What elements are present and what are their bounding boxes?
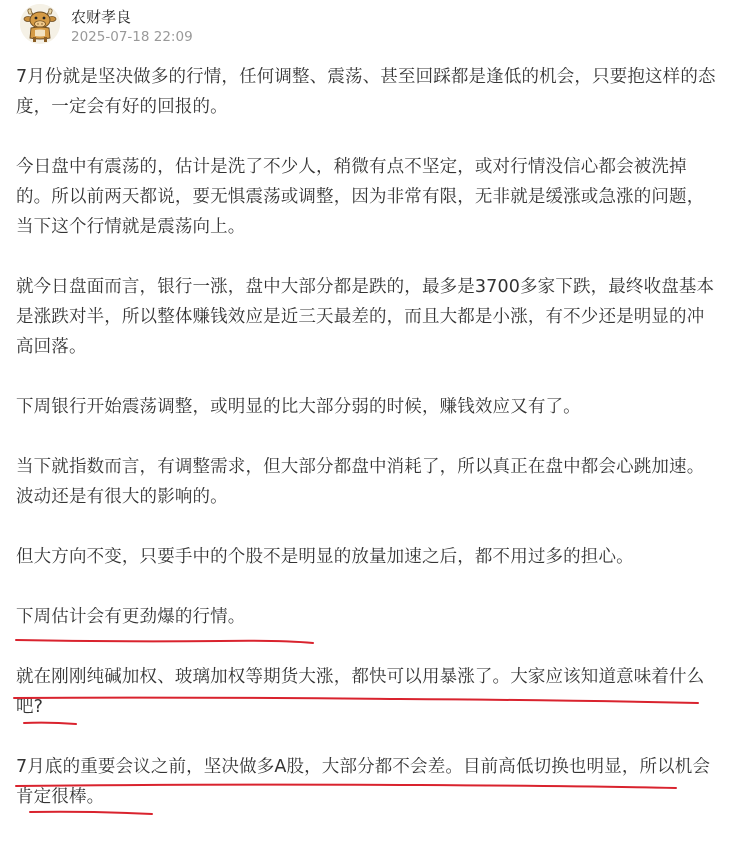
post-paragraph-2: 今日盘中有震荡的，估计是洗了不少人，稍微有点不坚定，或对行情没信心都会被洗掉的。所以前两天都说，要无惧震荡或调整，因为非常有限，无非就是缓涨或急涨的问题，当下这个行情就是震荡向上。 bbox=[16, 157, 705, 237]
post-paragraph-7: 下周估计会有更劲爆的行情。 bbox=[16, 607, 246, 627]
post-paragraph-5: 当下就指数而言，有调整需求，但大部分都盘中消耗了，所以真正在盘中都会心跳加速。波动还是有很大的影响的。 bbox=[16, 457, 705, 507]
post-paragraph-4: 下周银行开始震荡调整，或明显的比大部分弱的时候，赚钱效应又有了。 bbox=[16, 397, 581, 417]
author-name[interactable]: 农财孝良 bbox=[71, 8, 132, 26]
post-header bbox=[20, 4, 720, 48]
cow-avatar-icon[interactable] bbox=[20, 4, 60, 44]
post-timestamp: 2025-07-18 22:09 bbox=[71, 29, 193, 45]
post-paragraph-6: 但大方向不变，只要手中的个股不是明显的放量加速之后，都不用过多的担心。 bbox=[16, 547, 634, 567]
post-paragraph-8: 就在刚刚纯碱加权、玻璃加权等期货大涨，都快可以用暴涨了。大家应该知道意味着什么吧? bbox=[16, 667, 705, 717]
post-paragraph-1: 7月份就是坚决做多的行情，任何调整、震荡、甚至回踩都是逢低的机会，只要抱这样的态度，一定会有好的回报的。 bbox=[16, 67, 716, 117]
post-body bbox=[16, 62, 716, 842]
post-paragraph-9: 7月底的重要会议之前，坚决做多A股，大部分都不会差。目前高低切换也明显，所以机会肯定很棒。 bbox=[16, 757, 711, 807]
post-paragraph-3: 就今日盘面而言，银行一涨，盘中大部分都是跌的，最多是3700多家下跌，最终收盘基本是涨跌对半，所以整体赚钱效应是近三天最差的，而且大都是小涨，有不少还是明显的冲高回落。 bbox=[16, 277, 715, 357]
cow-avatar-graphic bbox=[20, 4, 60, 44]
